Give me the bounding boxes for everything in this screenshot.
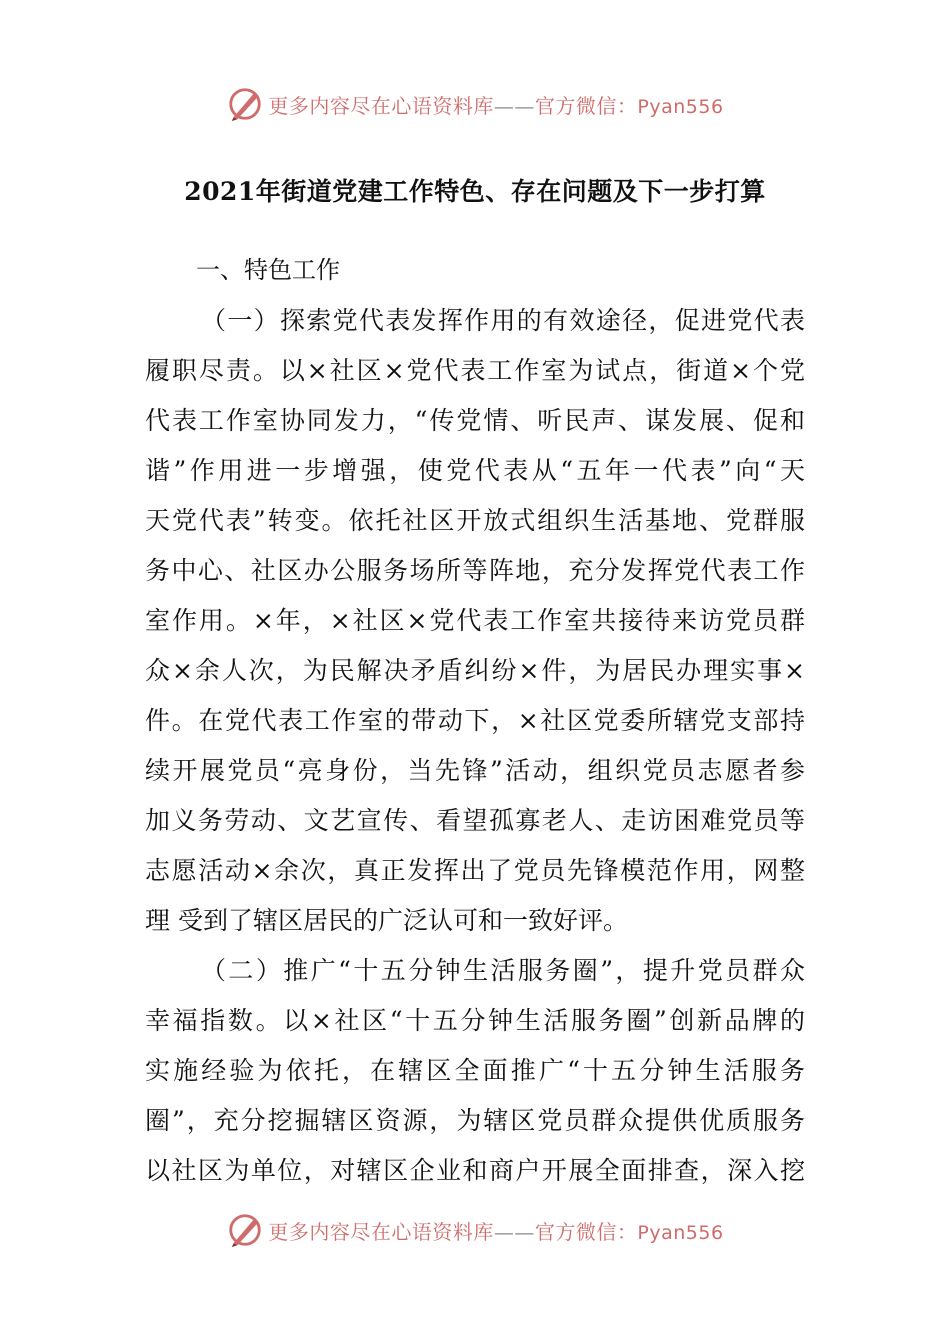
watermark-text: 更多内容尽在心语资料库 (268, 93, 494, 118)
body-line: 务中心、社区办公服务场所等阵地，充分发挥党代表工作 (145, 556, 805, 585)
body-line: 以社区为单位，对辖区企业和商户开展全面排查，深入挖 (145, 1156, 805, 1185)
pen-logo-icon (226, 85, 264, 123)
watermark-wechat-id: Pyan556 (637, 1221, 724, 1244)
watermark-label: 官方微信： (534, 93, 638, 118)
section-heading: 一、特色工作 (196, 256, 340, 284)
body-line: 理 受到了辖区居民的广泛认可和一致好评。 (145, 906, 628, 935)
body-line: 加义务劳动、文艺宣传、看望孤寡老人、走访困难党员等 (145, 806, 805, 835)
body-line: 幸福指数。以×社区“十五分钟生活服务圈”创新品牌的 (145, 1006, 805, 1035)
body-line: 代表工作室协同发力，“传党情、听民声、谋发展、促和 (145, 406, 805, 435)
body-line: 志愿活动×余次，真正发挥出了党员先锋模范作用，网整 (145, 856, 805, 885)
body-line: 件。在党代表工作室的带动下，×社区党委所辖党支部持 (145, 706, 805, 735)
body-line: 履职尽责。以×社区×党代表工作室为试点，街道×个党 (145, 356, 805, 385)
body-line: （二）推广“十五分钟生活服务圈”，提升党员群众 (201, 956, 805, 985)
body-line: （一）探索党代表发挥作用的有效途径，促进党代表 (201, 306, 805, 335)
watermark-text: 更多内容尽在心语资料库 (268, 1219, 494, 1244)
watermark-label: 官方微信： (534, 1219, 638, 1244)
body-line: 众×余人次，为民解决矛盾纠纷×件，为居民办理实事× (145, 656, 805, 685)
body-line: 室作用。×年，×社区×党代表工作室共接待来访党员群 (145, 606, 805, 635)
document-title: 2021年街道党建工作特色、存在问题及下一步打算 (184, 177, 766, 206)
watermark-separator: —— (493, 1219, 535, 1244)
watermark-header (0, 84, 950, 124)
body-line: 实施经验为依托，在辖区全面推广“十五分钟生活服务 (145, 1056, 805, 1085)
body-line: 续开展党员“亮身份，当先锋”活动，组织党员志愿者参 (145, 756, 805, 785)
watermark-separator: —— (493, 93, 535, 118)
body-text (145, 296, 805, 1196)
body-line: 圈”，充分挖掘辖区资源，为辖区党员群众提供优质服务 (145, 1106, 805, 1135)
body-line: 天党代表”转变。依托社区开放式组织生活基地、党群服 (145, 506, 805, 535)
body-line: 谐”作用进一步增强，使党代表从“五年一代表”向“天 (145, 456, 805, 485)
watermark-footer (0, 1210, 950, 1250)
pen-logo-icon (226, 1211, 264, 1249)
watermark-wechat-id: Pyan556 (637, 95, 724, 118)
